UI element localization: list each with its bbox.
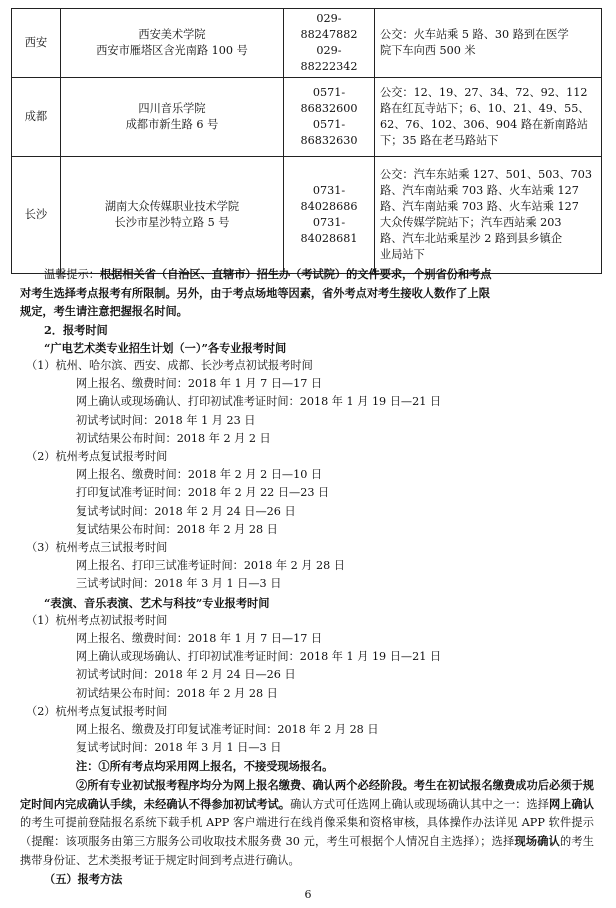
plan2-heading: “表演、音乐表演、艺术与科技”专业报考时间	[44, 595, 270, 610]
schedule-item: 打印复试准考证时间：2018 年 2 月 22 日—23 日	[76, 486, 330, 500]
note-onsite-confirm: 现场确认	[514, 834, 561, 849]
plan2-group2-title: （2）杭州考点复试报考时间	[26, 704, 168, 718]
plan1-group3-title: （3）杭州考点三试报考时间	[26, 541, 168, 555]
next-section-heading: （五）报考方法	[44, 871, 123, 886]
schedule-item: 网上确认或现场确认、打印初试准考证时间：2018 年 1 月 19 日—21 日	[76, 650, 442, 664]
note-bold-text: ②所有专业初试报考程序均分为网上报名缴费、确认两个必经阶段。考生在初试报名缴费成功后必须于规定时间内完成确认手续，未经确认不得参加初试考试。	[20, 777, 594, 811]
schedule-item: 网上报名、缴费时间：2018 年 2 月 2 日—10 日	[76, 468, 323, 482]
schedule-item: 初试考试时间：2018 年 1 月 23 日	[76, 413, 256, 427]
venue-row-chengdu	[12, 78, 602, 157]
plan1-group2-title: （2）杭州考点复试报考时间	[26, 450, 168, 464]
schedule-item: 网上报名、缴费时间：2018 年 1 月 7 日—17 日	[76, 632, 323, 646]
venue-route-line: 62、76、102、306、904 路在新南路站	[380, 118, 588, 131]
venue-school-address: 西安市雁塔区含光南路 100 号	[96, 44, 248, 57]
venue-phone	[284, 157, 375, 274]
venue-phone-2: 0731-84028681	[300, 216, 358, 245]
venue-route-line: 公交：汽车东站乘 127、501、503、703	[380, 168, 593, 181]
venue-phone-2: 029-88222342	[300, 44, 358, 73]
note-text: 的考生可提前登陆报名系统下载手机 APP 客户端进行在线肖像采集和资格审核，具体操作办法详见 APP 软件提示（提醒：该项服务由第三方服务公司收取技术服务费 30 元，考生可根据个人情况自主选择）；选择	[20, 816, 594, 849]
venue-route-line: 路、汽车南站乘 703 路、火车站乘 127	[380, 184, 579, 197]
venue-city: 西安	[12, 9, 61, 78]
venue-route-line: 公交：火车站乘 5 路、30 路到在医学	[380, 28, 569, 41]
venue-school-name: 四川音乐学院	[138, 102, 206, 115]
venue-phone	[284, 78, 375, 157]
schedule-item: 初试结果公布时间：2018 年 2 月 28 日	[76, 686, 278, 700]
venue-row-xian	[12, 9, 602, 78]
venue-route-line: 路、汽车南站乘 703 路、火车站乘 127	[380, 200, 579, 213]
schedule-item: 复试结果公布时间：2018 年 2 月 28 日	[76, 522, 278, 536]
schedule-item: 网上报名、打印三试准考证时间：2018 年 2 月 28 日	[76, 559, 345, 573]
venue-route	[375, 157, 602, 274]
venue-route-line: 公交：12、19、27、34、72、92、112	[380, 86, 588, 99]
venue-phone-1: 029-88247882	[300, 12, 358, 41]
notice-line-1	[20, 265, 594, 284]
venue-route	[375, 9, 602, 78]
note-paragraph-2	[20, 776, 594, 870]
venue-school-name: 西安美术学院	[138, 28, 206, 41]
notice-lead: 温馨提示：	[44, 268, 100, 281]
notice-line-2: 对考生选择考点报考有所限制。另外，由于考点场地等因素，省外考点对考生接收人数作了上限	[20, 286, 490, 301]
venue-route-line: 业局站下	[380, 248, 425, 261]
venue-phone	[284, 9, 375, 78]
venue-city: 长沙	[12, 157, 61, 274]
venue-school-address: 成都市新生路 6 号	[125, 118, 219, 131]
note-online-confirm: 网上确认	[549, 796, 594, 811]
venue-route-line: 大众传媒学院站下；汽车西站乘 203	[380, 216, 562, 229]
venue-route-line: 路、汽车北站乘星沙 2 路到县乡镇企	[380, 232, 563, 245]
notice-line-3: 规定，考生请注意把握报名时间。	[20, 304, 188, 319]
venue-phone-1: 0571-86832600	[300, 86, 358, 115]
plan1-heading: “广电艺术类专业招生计划（一）”各专业报考时间	[44, 340, 287, 355]
venue-row-changsha	[12, 157, 602, 274]
page-number: 6	[304, 888, 312, 901]
venue-school	[61, 78, 284, 157]
schedule-item: 初试考试时间：2018 年 2 月 24 日—26 日	[76, 668, 296, 682]
venue-phone-1: 0731-84028686	[300, 184, 358, 213]
plan1-group1-title: （1）杭州、哈尔滨、西安、成都、长沙考点初试报考时间	[26, 359, 313, 373]
venue-phone-2: 0571-86832630	[300, 118, 358, 147]
exam-venue-table	[11, 8, 602, 274]
plan2-group1-title: （1）杭州考点初试报考时间	[26, 613, 168, 627]
venue-route-line: 路在红瓦寺站下；6、10、21、49、55、	[380, 102, 590, 115]
note-text: 确认方式可任选网上确认或现场确认其中之一：选择	[290, 797, 550, 811]
venue-route	[375, 78, 602, 157]
venue-school-address: 长沙市星沙特立路 5 号	[114, 216, 230, 229]
venue-route-line: 下；35 路在老马路站下	[380, 134, 499, 147]
schedule-item: 复试考试时间：2018 年 3 月 1 日—3 日	[76, 741, 282, 755]
schedule-item: 网上确认或现场确认、打印初试准考证时间：2018 年 1 月 19 日—21 日	[76, 395, 442, 409]
schedule-item: 网上报名、缴费时间：2018 年 1 月 7 日—17 日	[76, 377, 323, 391]
document-body	[20, 265, 594, 888]
schedule-item: 网上报名、缴费及打印复试准考证时间：2018 年 2 月 28 日	[76, 723, 379, 737]
schedule-item: 初试结果公布时间：2018 年 2 月 2 日	[76, 431, 271, 445]
venue-school	[61, 9, 284, 78]
note-text: 的考生携带身份证、艺术类报考证于规定时间到考点进行确认。	[20, 835, 594, 867]
venue-school-name: 湖南大众传媒职业技术学院	[104, 200, 240, 213]
schedule-item: 复试考试时间：2018 年 2 月 24 日—26 日	[76, 504, 296, 518]
venue-city: 成都	[12, 78, 61, 157]
venue-route-line: 院下车向西 500 米	[380, 44, 476, 57]
notice-text: 根据相关省（自治区、直辖市）招生办（考试院）的文件要求，个别省份和考点	[99, 267, 492, 281]
schedule-item: 三试考试时间：2018 年 3 月 1 日—3 日	[76, 577, 282, 591]
section-heading: 2．报考时间	[44, 322, 108, 337]
note-line-1: 注：①所有考点均采用网上报名，不接受现场报名。	[76, 759, 334, 774]
venue-school	[61, 157, 284, 274]
